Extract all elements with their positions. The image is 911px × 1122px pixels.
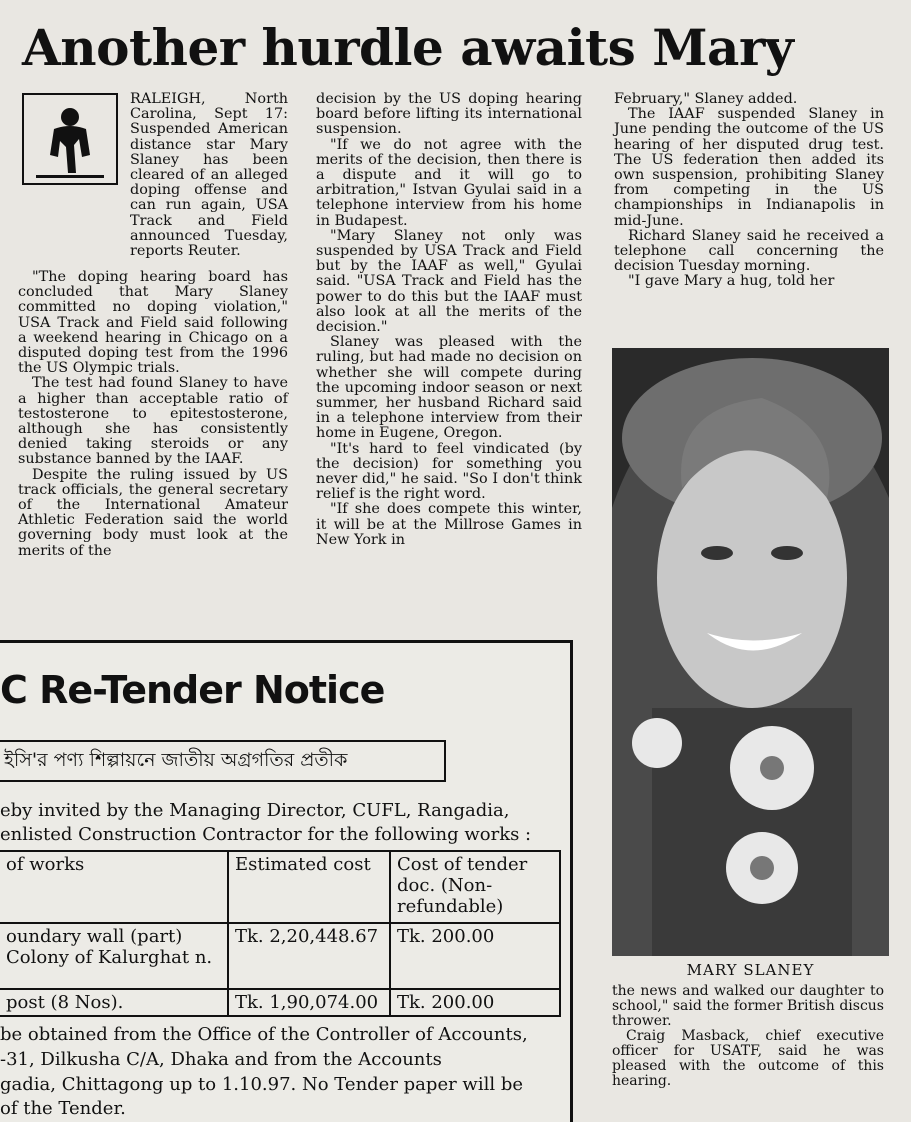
article-paragraph: Despite the ruling issued by US track officials, the general secretary of the International Amateur Athletic Federation said the world governing body must look at the merits of the	[18, 466, 288, 559]
photo-caption: MARY SLANEY	[686, 961, 815, 979]
article-paragraph: Craig Masback, chief executive officer for USATF, said he was pleased with the outcome of this hearing.	[612, 1028, 884, 1089]
article-paragraph: Richard Slaney said he received a telephone call concerning the decision Tuesday morning.	[614, 227, 884, 275]
table-row	[0, 989, 560, 1016]
tender-footer-line: -31, Dilkusha C/A, Dhaka and from the Accounts	[0, 1049, 442, 1070]
article-paragraph: "If we do not agree with the merits of the decision, then there is a dispute and it will go to arbitration," Istvan Gyulai said in a telephone interview from his home in Budapest.	[316, 136, 582, 229]
tender-intro-line: eby invited by the Managing Director, CUFL, Rangadia,	[0, 800, 510, 821]
article-column-1-top	[130, 92, 288, 259]
article-paragraph: decision by the US doping hearing board before lifting its international suspension.	[316, 91, 582, 138]
article-column-3	[614, 92, 884, 290]
article-paragraph: "I gave Mary a hug, told her	[628, 273, 835, 290]
article-paragraph: "The doping hearing board has concluded that Mary Slaney committed no doping violation," USA Track and Field said following a weekend hearing in Chicago on a disputed doping test from the 1996 the US Olympic trials.	[18, 269, 288, 377]
table-cell: Tk. 1,90,074.00	[228, 989, 390, 1016]
table-header-cell: Cost of tender doc. (Non-refundable)	[390, 851, 560, 923]
table-cell: post (8 Nos).	[0, 989, 228, 1016]
article-paragraph: The test had found Slaney to have a higher than acceptable ratio of testosterone to epitestosterone, although she has consistently denied taking steroids or any substance banned by the IAAF.	[18, 375, 288, 468]
headline: Another hurdle awaits Mary	[22, 18, 794, 77]
article-paragraph: "If she does compete this winter, it will be at the Millrose Games in New York in	[316, 501, 582, 548]
table-cell: oundary wall (part) Colony of Kalurghat n.	[0, 923, 228, 989]
runner-icon	[22, 93, 118, 185]
article-column-2	[316, 92, 582, 548]
article-paragraph: the news and walked our daughter to school," said the former British discus thrower.	[612, 983, 884, 1029]
table-header-row	[0, 851, 560, 923]
tender-footer-line: gadia, Chittagong up to 1.10.97. No Tender paper will be	[0, 1074, 523, 1095]
table-cell: Tk. 2,20,448.67	[228, 923, 390, 989]
article-paragraph: Slaney was pleased with the ruling, but had made no decision on whether she will compete during the upcoming indoor season or next summer, her husband Richard said in a telephone interview from their home in Eugene, Oregon.	[316, 334, 582, 442]
tender-footer-line: be obtained from the Office of the Controller of Accounts,	[0, 1024, 528, 1045]
article-paragraph: February," Slaney added.	[614, 91, 798, 107]
table-header-cell: of works	[0, 851, 228, 923]
mary-slaney-photo	[612, 348, 889, 956]
article-paragraph: "Mary Slaney not only was suspended by USA Track and Field but by the IAAF as well," Gyulai said. "USA Track and Field has the power to do this but the IAAF must also look at all the merits of the decision."	[316, 227, 582, 336]
article-paragraph: The IAAF suspended Slaney in June pending the outcome of the US hearing of her disputed drug test. The US federation then added its own suspension, prohibiting Slaney from competing in the US championships in Indianapolis in mid-June.	[614, 106, 884, 229]
table-header-cell: Estimated cost	[228, 851, 390, 923]
bengali-slogan: ইসি'র পণ্য শিল্পায়নে জাতীয় অগ্রগতির প্রতীক	[0, 740, 446, 782]
table-cell: Tk. 200.00	[390, 923, 560, 989]
tender-footer-line: of the Tender.	[0, 1098, 126, 1119]
table-row	[0, 923, 560, 989]
article-paragraph: RALEIGH, North Carolina, Sept 17: Suspended American distance star Mary Slaney has been cleared of an alleged doping offense and can run again, USA Track and Field announced Tuesday, reports Reuter.	[130, 91, 288, 260]
table-cell: Tk. 200.00	[390, 989, 560, 1016]
article-column-3-bottom	[612, 984, 884, 1089]
article-paragraph: "It's hard to feel vindicated (by the decision) for something you never did," he said. "So I don't think relief is the right word.	[316, 440, 582, 503]
tender-intro-line: enlisted Construction Contractor for the following works :	[0, 824, 532, 845]
tender-table	[0, 850, 561, 1017]
article-column-1	[18, 270, 288, 559]
tender-notice-title: C Re-Tender Notice	[0, 668, 385, 712]
